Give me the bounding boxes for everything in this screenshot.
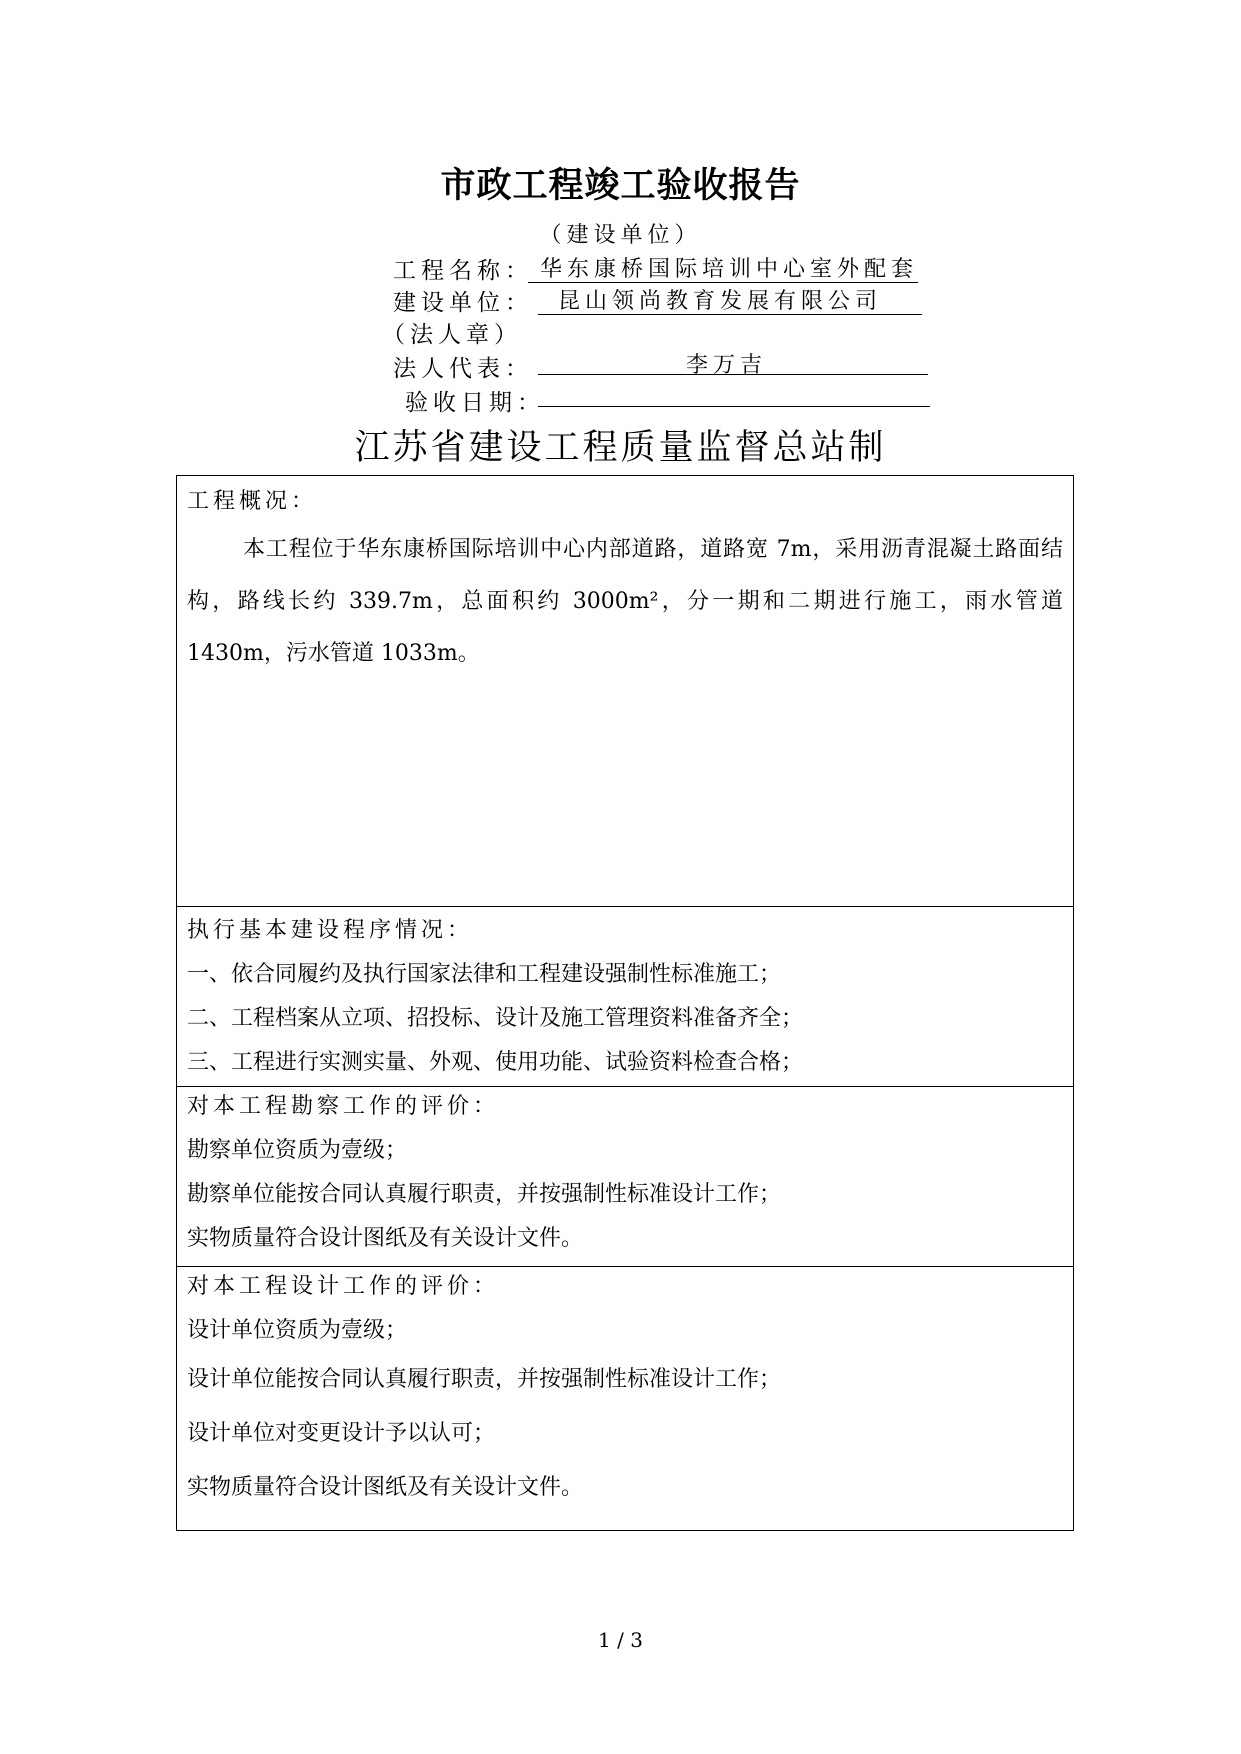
report-table: [176, 475, 1074, 1531]
project-name-value: 华东康桥国际培训中心室外配套: [540, 257, 919, 282]
acceptance-date-label: 验收日期：: [405, 390, 545, 416]
survey-line: 勘察单位资质为壹级；: [187, 1138, 408, 1163]
design-evaluation-section: [177, 1266, 1073, 1530]
subunit-label: （建设单位）: [539, 223, 702, 248]
overview-section: [177, 476, 1073, 906]
construction-unit-value: 昆山领尚教育发展有限公司: [558, 289, 883, 314]
procedure-section: [177, 906, 1073, 1086]
survey-evaluation-section: [177, 1086, 1073, 1266]
design-line: 实物质量符合设计图纸及有关设计文件。: [187, 1475, 584, 1500]
report-title: 市政工程竣工验收报告: [440, 166, 801, 206]
legal-representative-value: 李万吉: [686, 353, 768, 378]
design-line: 设计单位对变更设计予以认可；: [187, 1421, 496, 1446]
overview-heading: 工程概况：: [187, 489, 318, 514]
acceptance-date-underline: [538, 378, 930, 407]
page-number: 1 / 3: [598, 1628, 643, 1652]
procedure-heading: 执行基本建设程序情况：: [187, 918, 474, 943]
procedure-line: 二、工程档案从立项、招投标、设计及施工管理资料准备齐全；: [187, 1006, 804, 1031]
survey-heading: 对本工程勘察工作的评价：: [187, 1094, 500, 1119]
survey-line: 勘察单位能按合同认真履行职责，并按强制性标准设计工作；: [187, 1182, 782, 1207]
design-line: 设计单位资质为壹级；: [187, 1318, 408, 1343]
issuing-organization: 江苏省建设工程质量监督总站制: [354, 428, 887, 468]
construction-unit-label: 建设单位：: [393, 290, 533, 316]
legal-seal-label: （法人章）: [382, 322, 522, 348]
legal-representative-label: 法人代表：: [393, 356, 533, 382]
procedure-line: 一、依合同履约及执行国家法律和工程建设强制性标准施工；: [187, 962, 782, 987]
project-name-label: 工程名称：: [393, 258, 533, 284]
survey-line: 实物质量符合设计图纸及有关设计文件。: [187, 1226, 584, 1251]
overview-body: 本工程位于华东康桥国际培训中心内部道路，道路宽 7m，采用沥青混凝土路面结构，路线长约 339.7m，总面积约 3000m²，分一期和二期进行施工，雨水管道 1430m，污水管道 1033m。: [187, 537, 1063, 666]
procedure-line: 三、工程进行实测实量、外观、使用功能、试验资料检查合格；: [187, 1050, 804, 1075]
design-heading: 对本工程设计工作的评价：: [187, 1274, 500, 1299]
design-line: 设计单位能按合同认真履行职责，并按强制性标准设计工作；: [187, 1367, 782, 1392]
